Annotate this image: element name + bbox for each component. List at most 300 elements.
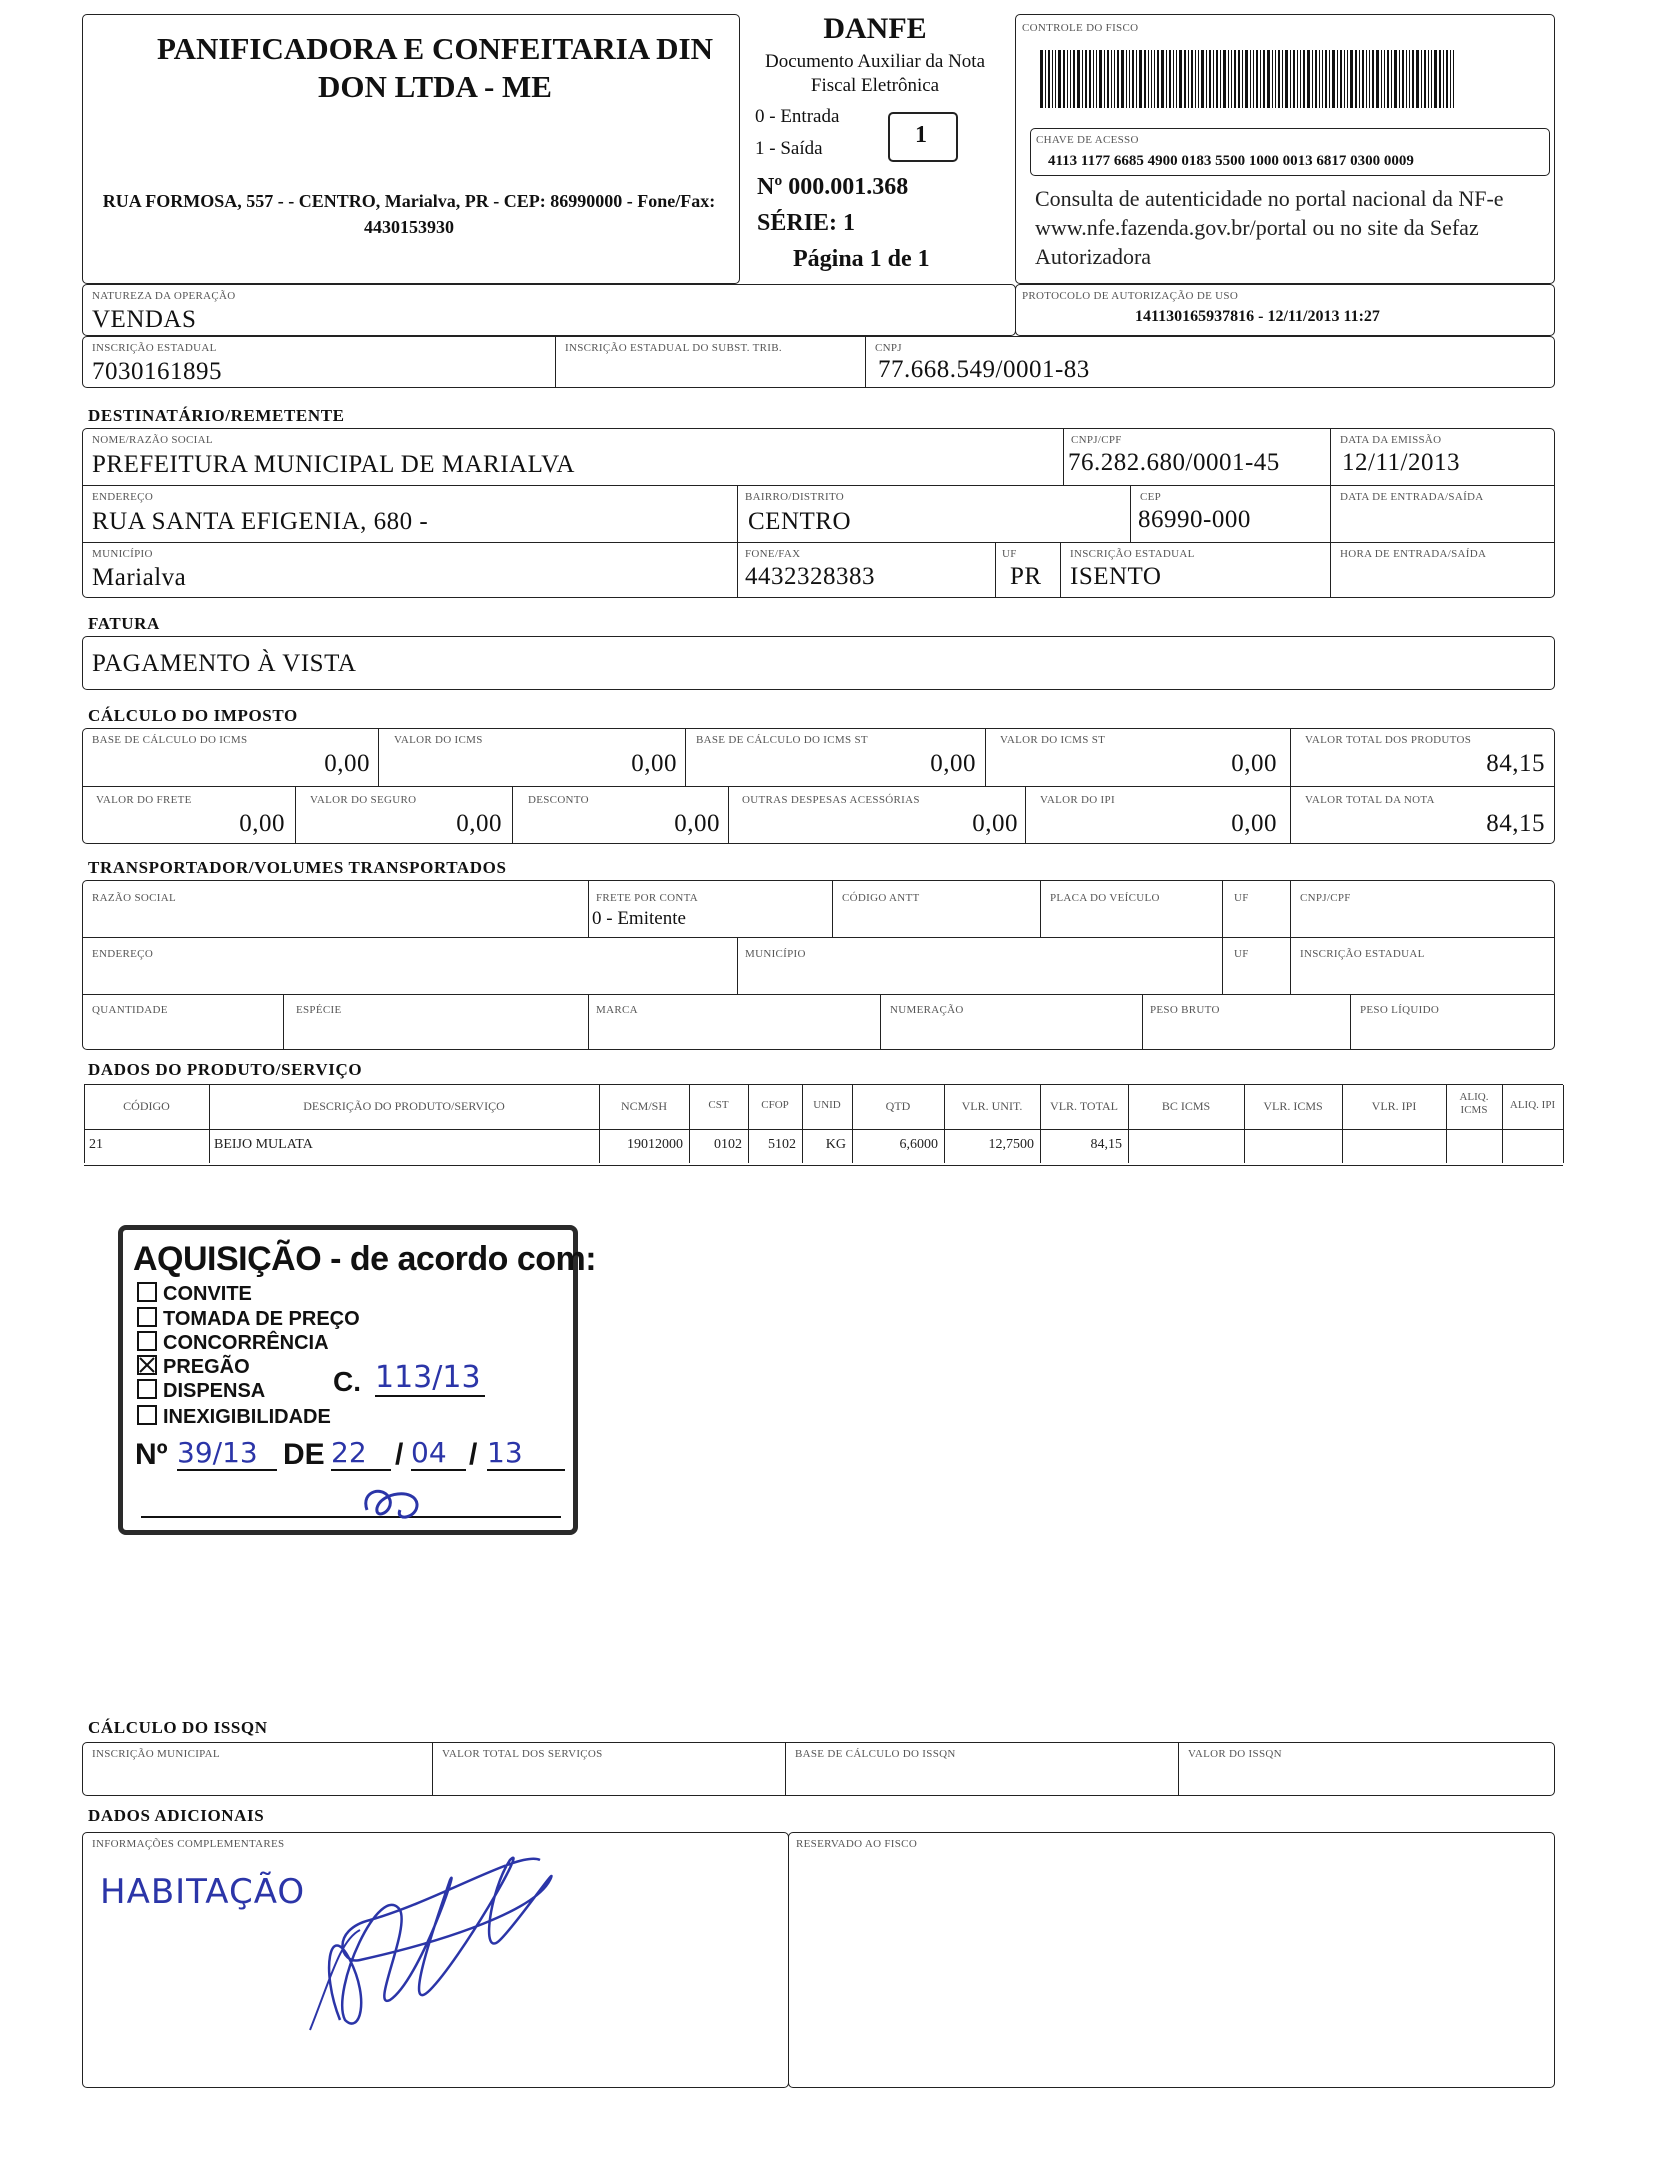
divider: [82, 485, 1555, 486]
barcode-bar: [1409, 50, 1410, 108]
barcode-bar: [1228, 50, 1229, 108]
divider: [82, 937, 1555, 938]
barcode-bar: [1347, 50, 1348, 108]
divider: [295, 786, 296, 844]
stamp-signature-line: [141, 1516, 561, 1518]
divider: [1142, 994, 1143, 1050]
total-prod-label: VALOR TOTAL DOS PRODUTOS: [1305, 734, 1472, 746]
barcode-bar: [1132, 50, 1134, 108]
stamp-numero-label: Nº: [135, 1438, 168, 1471]
barcode-bar: [1439, 50, 1441, 108]
issqn-valor-label: VALOR DO ISSQN: [1188, 1748, 1282, 1760]
barcode-bar: [1104, 50, 1105, 108]
barcode-bar: [1052, 50, 1053, 108]
barcode-bar: [1093, 50, 1094, 108]
fatura-section: FATURA: [88, 614, 160, 633]
info-handwritten: HABITAÇÃO: [100, 1872, 306, 1912]
chave-acesso-label: CHAVE DE ACESSO: [1036, 134, 1139, 146]
barcode-bar: [1096, 50, 1097, 108]
barcode-bar: [1048, 50, 1050, 108]
stamp-option-dispensa: [137, 1379, 265, 1403]
barcode-bar: [1169, 50, 1171, 108]
dest-nome-label: NOME/RAZÃO SOCIAL: [92, 434, 213, 446]
dest-fone-label: FONE/FAX: [745, 548, 801, 560]
bc-icms-value: 0,00: [324, 750, 370, 777]
table-header-cell: VLR. ICMS: [1263, 1099, 1323, 1113]
icms-st-value: 0,00: [1231, 750, 1277, 777]
barcode-bar: [1272, 50, 1273, 108]
fisco-label: RESERVADO AO FISCO: [796, 1838, 918, 1850]
dest-cnpj-label: CNPJ/CPF: [1071, 434, 1122, 446]
barcode-bar: [1307, 50, 1310, 108]
divider: [432, 1742, 433, 1796]
icms-value: 0,00: [631, 750, 677, 777]
barcode-bar: [1085, 50, 1087, 108]
danfe-pagina: Página 1 de 1: [793, 246, 930, 272]
danfe-numero: Nº 000.001.368: [757, 174, 909, 200]
barcode-bar: [1446, 50, 1448, 108]
stamp-option-tomada: [137, 1307, 360, 1331]
barcode-bar: [1416, 50, 1419, 108]
stamp-c-value: 113/13: [375, 1360, 485, 1397]
barcode-bar: [1337, 50, 1338, 108]
divider: [82, 994, 1555, 995]
transp-numeracao-label: NUMERAÇÃO: [890, 1004, 964, 1016]
barcode-bar: [1154, 50, 1155, 108]
emitente-name: PANIFICADORA E CONFEITARIA DIN DON LTDA - ME: [156, 31, 714, 104]
bc-st-value: 0,00: [930, 750, 976, 777]
transp-qtd-label: QUANTIDADE: [92, 1004, 168, 1016]
divider: [378, 728, 379, 786]
icms-st-label: VALOR DO ICMS ST: [1000, 734, 1106, 746]
barcode-bar: [1179, 50, 1182, 108]
protocolo-label: PROTOCOLO DE AUTORIZAÇÃO DE USO: [1022, 290, 1239, 302]
option-label: CONVITE: [163, 1283, 252, 1305]
seguro-value: 0,00: [456, 810, 502, 837]
transportador-section: TRANSPORTADOR/VOLUMES TRANSPORTADOS: [88, 858, 507, 877]
divider: [82, 542, 1555, 543]
stamp-c-label: C.: [333, 1366, 361, 1397]
barcode-bar: [1148, 50, 1149, 108]
danfe-subtitle: Documento Auxiliar da Nota Fiscal Eletrônica: [764, 51, 986, 96]
transp-frete-label: FRETE POR CONTA: [596, 892, 699, 904]
option-label: INEXIGIBILIDADE: [163, 1406, 331, 1428]
barcode-bar: [1166, 50, 1167, 108]
controle-fisco-label: CONTROLE DO FISCO: [1022, 22, 1139, 34]
stamp-slash: /: [469, 1438, 478, 1471]
divider: [1502, 1085, 1503, 1163]
barcode-bar: [1263, 50, 1265, 108]
barcode-bar: [1089, 50, 1091, 108]
desconto-label: DESCONTO: [528, 794, 589, 806]
divider: [1330, 428, 1331, 598]
divider: [1350, 994, 1351, 1050]
barcode-bar: [1406, 50, 1407, 108]
ie-value: 7030161895: [92, 358, 222, 385]
stamp-option-concorrencia: [137, 1331, 329, 1355]
emit-cnpj-value: 77.668.549/0001-83: [878, 356, 1090, 383]
stamp-rubric-icon: [355, 1480, 435, 1530]
barcode-bar: [1293, 50, 1295, 108]
barcode-bar: [1399, 50, 1400, 108]
frete-label: VALOR DO FRETE: [96, 794, 192, 806]
barcode-bar: [1070, 50, 1071, 108]
barcode-bar: [1260, 50, 1261, 108]
checkbox-icon: [137, 1307, 157, 1327]
option-label: DISPENSA: [163, 1380, 266, 1402]
divider: [1060, 542, 1061, 598]
iest-label: INSCRIÇÃO ESTADUAL DO SUBST. TRIB.: [565, 342, 782, 354]
inscricao-box: [82, 336, 1555, 388]
barcode-bar: [1195, 50, 1196, 108]
transp-peso-liq-label: PESO LÍQUIDO: [1360, 1004, 1440, 1016]
table-header-cell: ALIQ. IPI: [1509, 1099, 1556, 1111]
bc-icms-label: BASE DE CÁLCULO DO ICMS: [92, 734, 248, 746]
barcode-bar: [1312, 50, 1313, 108]
divider: [832, 880, 833, 937]
barcode-bar: [1278, 50, 1280, 108]
produtos-table: [84, 1084, 1563, 1166]
checkbox-icon: [137, 1282, 157, 1302]
barcode-bar: [1434, 50, 1437, 108]
barcode-bar: [1303, 50, 1305, 108]
dest-uf: PR: [1010, 563, 1042, 590]
barcode-bar: [1344, 50, 1345, 108]
barcode-bar: [1184, 50, 1186, 108]
barcode-bar: [1176, 50, 1177, 108]
barcode-bar: [1231, 50, 1232, 108]
barcode-bar: [1275, 50, 1276, 108]
barcode-bar: [1421, 50, 1422, 108]
table-header-cell: VLR. UNIT.: [961, 1099, 1023, 1113]
divider: [588, 880, 589, 937]
barcode-bar: [1372, 50, 1374, 108]
adicionais-section: DADOS ADICIONAIS: [88, 1806, 265, 1825]
outras-value: 0,00: [972, 810, 1018, 837]
barcode: [1040, 50, 1530, 108]
danfe-serie: SÉRIE: 1: [757, 210, 856, 236]
seguro-label: VALOR DO SEGURO: [310, 794, 417, 806]
barcode-bar: [1144, 50, 1146, 108]
barcode-bar: [1139, 50, 1142, 108]
divider: [880, 994, 881, 1050]
barcode-bar: [1173, 50, 1174, 108]
barcode-bar: [1297, 50, 1298, 108]
dest-entrada-saida-label: DATA DE ENTRADA/SAÍDA: [1340, 491, 1484, 503]
stamp-dia: 22: [331, 1436, 391, 1471]
barcode-bar: [1428, 50, 1429, 108]
divider: [865, 336, 866, 388]
divider: [1178, 1742, 1179, 1796]
divider: [512, 786, 513, 844]
divider: [685, 728, 686, 786]
barcode-bar: [1045, 50, 1046, 108]
icms-label: VALOR DO ICMS: [394, 734, 483, 746]
barcode-bar: [1394, 50, 1397, 108]
issqn-im-label: INSCRIÇÃO MUNICIPAL: [92, 1748, 220, 1760]
barcode-bar: [1129, 50, 1130, 108]
barcode-bar: [1111, 50, 1112, 108]
table-cell: BEIJO MULATA: [214, 1137, 313, 1152]
divider: [1130, 485, 1131, 542]
produtos-section: DADOS DO PRODUTO/SERVIÇO: [88, 1060, 363, 1079]
barcode-bar: [1384, 50, 1385, 108]
transportador-box: [82, 880, 1555, 1050]
divider: [1244, 1085, 1245, 1163]
barcode-bar: [1319, 50, 1320, 108]
divider: [785, 1742, 786, 1796]
dest-bairro: CENTRO: [748, 508, 851, 535]
table-cell: 84,15: [1090, 1137, 1122, 1152]
dest-emissao: 12/11/2013: [1342, 449, 1460, 476]
transp-uf-label: UF: [1234, 892, 1249, 904]
barcode-bar: [1121, 50, 1124, 108]
dest-ie: ISENTO: [1070, 563, 1162, 590]
dest-cnpj: 76.282.680/0001-45: [1068, 449, 1280, 476]
barcode-bar: [1220, 50, 1221, 108]
barcode-bar: [1063, 50, 1065, 108]
barcode-bar: [1117, 50, 1119, 108]
table-header-cell: QTD: [885, 1099, 911, 1113]
barcode-bar: [1300, 50, 1301, 108]
signature-icon: [300, 1820, 580, 2040]
barcode-bar: [1391, 50, 1392, 108]
barcode-bar: [1322, 50, 1323, 108]
divider: [82, 786, 1555, 787]
table-cell: KG: [825, 1137, 846, 1152]
barcode-bar: [1325, 50, 1327, 108]
info-label: INFORMAÇÕES COMPLEMENTARES: [92, 1838, 285, 1850]
option-label: CONCORRÊNCIA: [163, 1332, 329, 1354]
barcode-bar: [1256, 50, 1258, 108]
dest-endereco: RUA SANTA EFIGENIA, 680 -: [92, 508, 429, 535]
stamp-title: AQUISIÇÃO - de acordo com:: [133, 1240, 597, 1278]
danfe-title: DANFE: [823, 12, 927, 45]
dest-cep-label: CEP: [1140, 491, 1162, 503]
barcode-bar: [1234, 50, 1236, 108]
barcode-bar: [1213, 50, 1214, 108]
barcode-bar: [1253, 50, 1254, 108]
barcode-bar: [1315, 50, 1317, 108]
divider: [737, 937, 738, 994]
transp-municipio-label: MUNICÍPIO: [745, 948, 806, 960]
ipi-label: VALOR DO IPI: [1040, 794, 1115, 806]
barcode-bar: [1431, 50, 1432, 108]
table-cell: 0102: [714, 1137, 742, 1152]
divider: [283, 994, 284, 1050]
barcode-bar: [1238, 50, 1240, 108]
aquisicao-stamp: [118, 1225, 597, 1535]
barcode-bar: [1099, 50, 1102, 108]
barcode-bar: [1157, 50, 1159, 108]
transp-frete-value: 0 - Emitente: [592, 908, 686, 929]
barcode-bar: [1285, 50, 1288, 108]
barcode-bar: [1290, 50, 1291, 108]
barcode-bar: [1040, 50, 1043, 108]
dest-nome: PREFEITURA MUNICIPAL DE MARIALVA: [92, 451, 575, 478]
reservado-fisco-box: [788, 1832, 1555, 2088]
emit-cnpj-label: CNPJ: [875, 342, 902, 354]
divider: [555, 336, 556, 388]
dest-uf-label: UF: [1002, 548, 1017, 560]
divider: [1563, 1085, 1564, 1163]
transp-uf2-label: UF: [1234, 948, 1249, 960]
natureza-label: NATUREZA DA OPERAÇÃO: [92, 290, 236, 302]
table-header-cell: NCM/SH: [620, 1099, 667, 1113]
table-cell: 5102: [768, 1137, 796, 1152]
barcode-bar: [1369, 50, 1370, 108]
transp-antt-label: CÓDIGO ANTT: [842, 892, 920, 904]
danfe-entrada: 0 - Entrada: [755, 106, 840, 127]
barcode-bar: [1161, 50, 1164, 108]
barcode-bar: [1198, 50, 1199, 108]
table-header-cell: DESCRIÇÃO DO PRODUTO/SERVIÇO: [303, 1099, 505, 1113]
table-header-cell: BC ICMS: [1161, 1099, 1211, 1113]
total-nota-label: VALOR TOTAL DA NOTA: [1305, 794, 1435, 806]
divider: [1025, 786, 1026, 844]
transp-ie-label: INSCRIÇÃO ESTADUAL: [1300, 948, 1425, 960]
barcode-bar: [1443, 50, 1444, 108]
chave-acesso: 4113 1177 6685 4900 0183 5500 1000 0013 6817 0300 0009: [1048, 153, 1414, 169]
barcode-bar: [1412, 50, 1414, 108]
option-label: TOMADA DE PREÇO: [163, 1308, 360, 1330]
divider: [209, 1085, 210, 1163]
divider: [588, 994, 589, 1050]
divider: [985, 728, 986, 786]
dest-bairro-label: BAIRRO/DISTRITO: [745, 491, 845, 503]
protocolo-value: 141130165937816 - 12/11/2013 11:27: [1135, 308, 1380, 325]
barcode-bar: [1282, 50, 1283, 108]
table-cell: 12,7500: [988, 1137, 1034, 1152]
barcode-bar: [1209, 50, 1211, 108]
natureza-value: VENDAS: [92, 306, 197, 333]
table-cell: 6,6000: [899, 1137, 938, 1152]
issqn-total-label: VALOR TOTAL DOS SERVIÇOS: [442, 1748, 603, 1760]
barcode-bar: [1058, 50, 1061, 108]
barcode-bar: [1126, 50, 1127, 108]
imposto-section: CÁLCULO DO IMPOSTO: [88, 706, 298, 725]
barcode-bar: [1073, 50, 1075, 108]
bc-st-label: BASE DE CÁLCULO DO ICMS ST: [696, 734, 868, 746]
issqn-section: CÁLCULO DO ISSQN: [88, 1718, 268, 1737]
dest-hora-label: HORA DE ENTRADA/SAÍDA: [1340, 548, 1487, 560]
barcode-bar: [1136, 50, 1137, 108]
fatura-value: PAGAMENTO À VISTA: [92, 650, 357, 677]
barcode-bar: [1359, 50, 1360, 108]
barcode-bar: [1332, 50, 1335, 108]
stamp-de-label: DE: [283, 1438, 325, 1471]
consulta-text: Consulta de autenticidade no portal nacional da NF-e www.nfe.fazenda.gov.br/portal ou no site da Sefaz Autorizadora: [1035, 186, 1504, 269]
barcode-bar: [1201, 50, 1204, 108]
checkbox-icon: [137, 1331, 157, 1351]
divider: [1342, 1085, 1343, 1163]
divider: [737, 485, 738, 598]
barcode-bar: [1216, 50, 1218, 108]
divider: [1128, 1085, 1129, 1163]
total-nota-value: 84,15: [1486, 810, 1545, 837]
dest-emissao-label: DATA DA EMISSÃO: [1340, 434, 1442, 446]
barcode-bar: [1366, 50, 1367, 108]
issqn-bc-label: BASE DE CÁLCULO DO ISSQN: [795, 1748, 956, 1760]
dest-ie-label: INSCRIÇÃO ESTADUAL: [1070, 548, 1195, 560]
table-header-cell: CÓDIGO: [123, 1099, 170, 1113]
divider: [1290, 880, 1291, 994]
barcode-bar: [1223, 50, 1226, 108]
dest-endereco-label: ENDEREÇO: [92, 491, 154, 503]
emitente-address: RUA FORMOSA, 557 - - CENTRO, Marialva, PR - CEP: 86990000 - Fone/Fax: 4430153930: [102, 191, 716, 237]
table-header-cell: ALIQ. ICMS: [1459, 1091, 1489, 1116]
stamp-option-pregao: [137, 1355, 250, 1379]
stamp-slash: /: [395, 1438, 404, 1471]
barcode-bar: [1450, 50, 1451, 108]
danfe-saida: 1 - Saída: [755, 138, 823, 159]
transp-placa-label: PLACA DO VEÍCULO: [1050, 892, 1160, 904]
barcode-bar: [1107, 50, 1109, 108]
transp-peso-bruto-label: PESO BRUTO: [1150, 1004, 1220, 1016]
ipi-value: 0,00: [1231, 810, 1277, 837]
frete-value: 0,00: [239, 810, 285, 837]
barcode-bar: [1250, 50, 1251, 108]
stamp-option-convite: [137, 1282, 252, 1306]
dest-municipio: Marialva: [92, 564, 187, 591]
barcode-bar: [1340, 50, 1342, 108]
barcode-bar: [1245, 50, 1248, 108]
divider: [1040, 880, 1041, 937]
barcode-bar: [1151, 50, 1152, 108]
barcode-bar: [1381, 50, 1382, 108]
divider: [995, 542, 996, 598]
transp-razao-label: RAZÃO SOCIAL: [92, 892, 176, 904]
barcode-bar: [1424, 50, 1426, 108]
table-header-cell: UNID: [813, 1099, 841, 1111]
barcode-bar: [1206, 50, 1207, 108]
stamp-ano: 13: [487, 1436, 565, 1471]
stamp-numero: 39/13: [177, 1436, 277, 1471]
dest-fone: 4432328383: [745, 563, 875, 590]
table-header-cell: VLR. TOTAL: [1050, 1099, 1118, 1113]
stamp-option-inexigibilidade: [137, 1405, 331, 1429]
barcode-bar: [1114, 50, 1115, 108]
barcode-bar: [1376, 50, 1379, 108]
barcode-bar: [1453, 50, 1454, 108]
table-header-cell: VLR. IPI: [1371, 1099, 1417, 1113]
barcode-bar: [1188, 50, 1189, 108]
barcode-bar: [1267, 50, 1270, 108]
transp-endereco-label: ENDEREÇO: [92, 948, 154, 960]
transp-cnpj-label: CNPJ/CPF: [1300, 892, 1351, 904]
barcode-bar: [1329, 50, 1330, 108]
dest-municipio-label: MUNICÍPIO: [92, 548, 153, 560]
barcode-bar: [1387, 50, 1389, 108]
divider: [728, 786, 729, 844]
divider: [84, 1085, 85, 1163]
stamp-mes: 04: [411, 1436, 466, 1471]
barcode-bar: [1350, 50, 1353, 108]
barcode-bar: [1055, 50, 1056, 108]
barcode-bar: [1242, 50, 1243, 108]
barcode-bar: [1082, 50, 1083, 108]
barcode-bar: [1402, 50, 1404, 108]
checked-checkbox-icon: [137, 1355, 157, 1375]
table-header-cell: CFOP: [761, 1099, 789, 1111]
option-label: PREGÃO: [163, 1356, 250, 1378]
checkbox-icon: [137, 1379, 157, 1399]
danfe-tipo: 1: [915, 122, 927, 148]
transp-especie-label: ESPÉCIE: [296, 1004, 342, 1016]
table-cell: 19012000: [627, 1137, 683, 1152]
divider: [1063, 428, 1064, 485]
dest-cep: 86990-000: [1138, 506, 1251, 533]
